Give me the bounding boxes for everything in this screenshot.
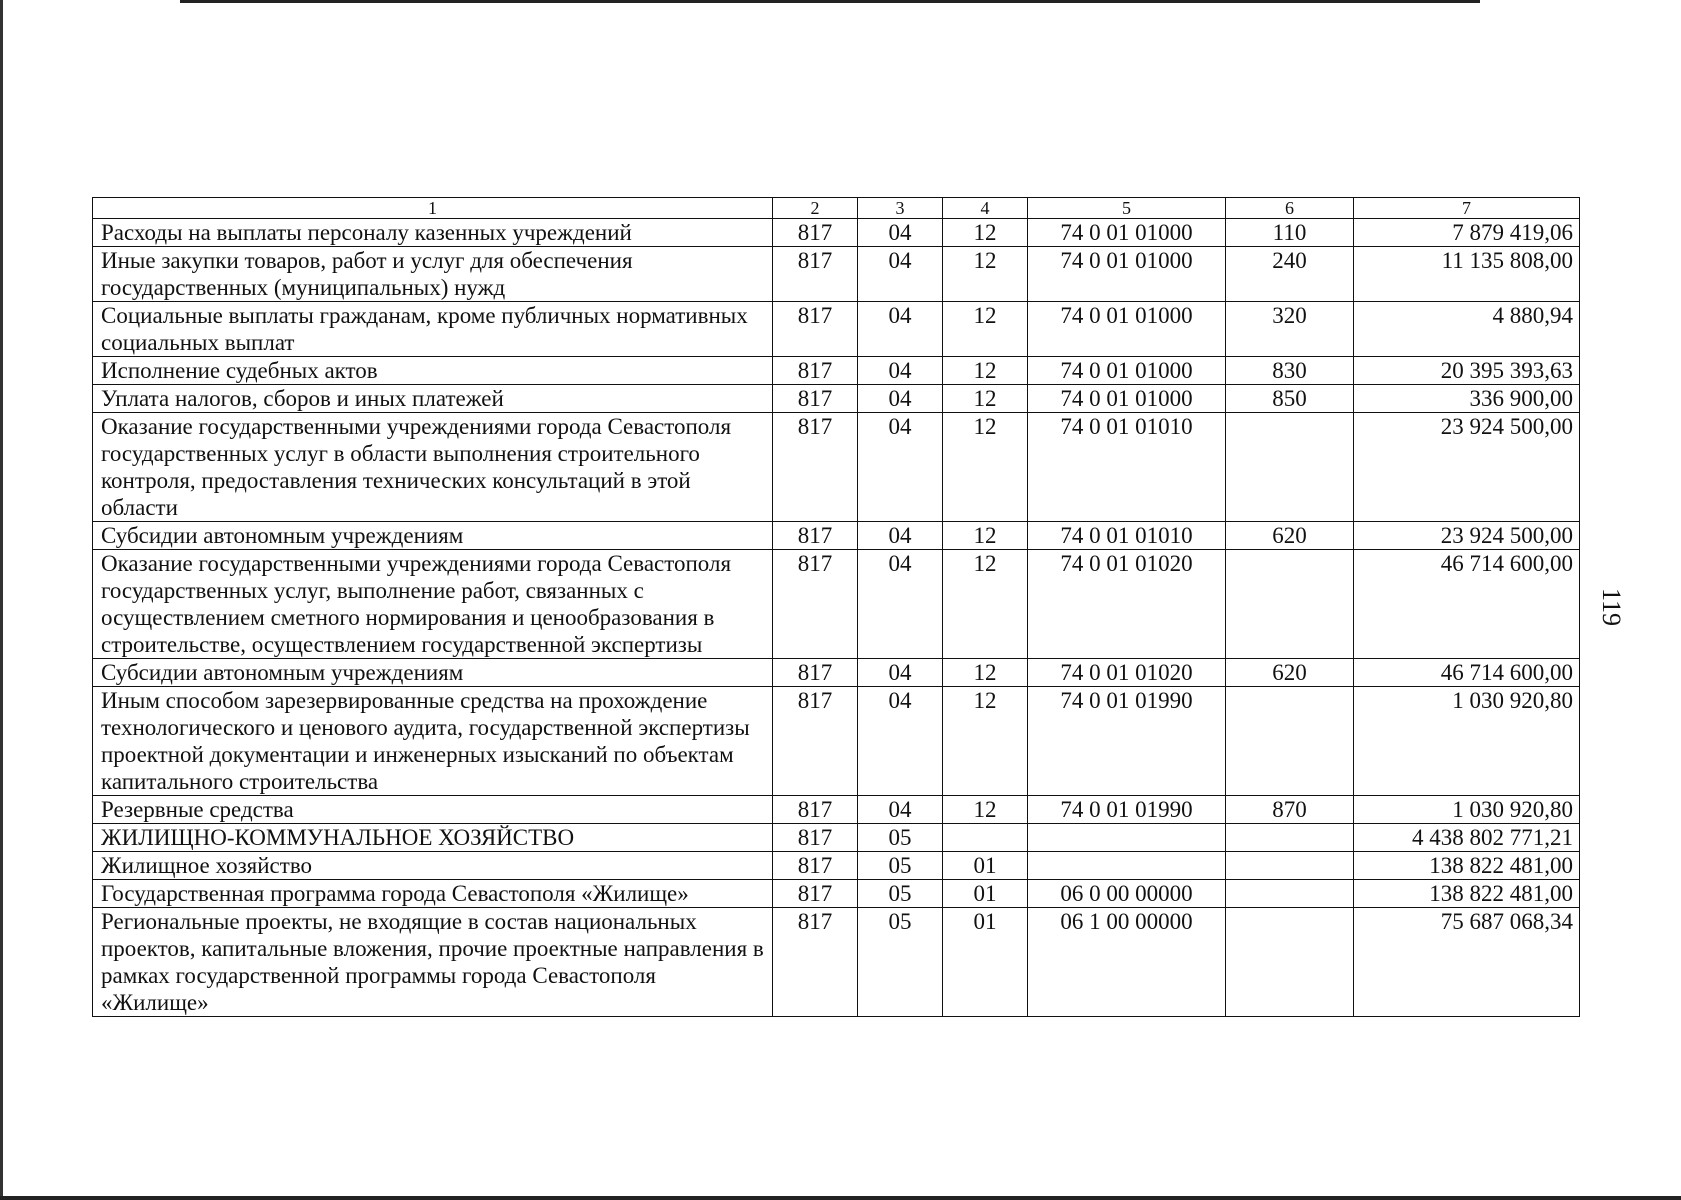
table-body — [93, 219, 1580, 1017]
row-amount-cell: 4 880,94 — [1354, 302, 1580, 357]
row-name-cell: Субсидии автономным учреждениям — [93, 659, 773, 687]
row-cell-col4 — [943, 824, 1028, 852]
row-cell-col5: 74 0 01 01990 — [1028, 796, 1226, 824]
row-cell-col5: 74 0 01 01000 — [1028, 385, 1226, 413]
row-amount-cell: 75 687 068,34 — [1354, 908, 1580, 1017]
row-cell-col6: 110 — [1226, 219, 1354, 247]
row-cell-col4: 12 — [943, 413, 1028, 522]
row-cell-col5: 74 0 01 01020 — [1028, 550, 1226, 659]
row-cell-col3: 05 — [858, 852, 943, 880]
row-cell-col5: 74 0 01 01000 — [1028, 357, 1226, 385]
row-cell-col2: 817 — [773, 852, 858, 880]
header-cell: 7 — [1354, 198, 1580, 219]
row-cell-col5: 74 0 01 01010 — [1028, 413, 1226, 522]
row-cell-col5: 74 0 01 01000 — [1028, 247, 1226, 302]
table-row — [93, 247, 1580, 302]
row-cell-col3: 05 — [858, 880, 943, 908]
table-row — [93, 522, 1580, 550]
row-cell-col2: 817 — [773, 908, 858, 1017]
row-cell-col6: 870 — [1226, 796, 1354, 824]
page-number: 119 — [1597, 587, 1626, 627]
row-cell-col3: 04 — [858, 550, 943, 659]
row-amount-cell: 7 879 419,06 — [1354, 219, 1580, 247]
table-row — [93, 219, 1580, 247]
table-row — [93, 413, 1580, 522]
row-cell-col6: 620 — [1226, 522, 1354, 550]
row-cell-col6: 240 — [1226, 247, 1354, 302]
row-cell-col3: 04 — [858, 219, 943, 247]
row-cell-col6 — [1226, 908, 1354, 1017]
table-row — [93, 385, 1580, 413]
header-cell: 2 — [773, 198, 858, 219]
row-cell-col5 — [1028, 824, 1226, 852]
row-cell-col6: 830 — [1226, 357, 1354, 385]
table-row — [93, 824, 1580, 852]
scan-edge-top — [180, 0, 1480, 3]
row-amount-cell: 1 030 920,80 — [1354, 796, 1580, 824]
table-row — [93, 880, 1580, 908]
row-cell-col3: 04 — [858, 385, 943, 413]
row-name-cell: Иные закупки товаров, работ и услуг для обеспечения государственных (муниципальных) нужд — [93, 247, 773, 302]
row-name-cell: Государственная программа города Севастополя «Жилище» — [93, 880, 773, 908]
row-cell-col2: 817 — [773, 385, 858, 413]
row-cell-col2: 817 — [773, 357, 858, 385]
row-cell-col3: 05 — [858, 824, 943, 852]
row-amount-cell: 46 714 600,00 — [1354, 550, 1580, 659]
row-cell-col3: 05 — [858, 908, 943, 1017]
row-cell-col6 — [1226, 550, 1354, 659]
row-name-cell: Жилищное хозяйство — [93, 852, 773, 880]
row-amount-cell: 336 900,00 — [1354, 385, 1580, 413]
row-cell-col5 — [1028, 852, 1226, 880]
row-cell-col4: 12 — [943, 550, 1028, 659]
row-cell-col4: 12 — [943, 659, 1028, 687]
row-amount-cell: 1 030 920,80 — [1354, 687, 1580, 796]
row-amount-cell: 46 714 600,00 — [1354, 659, 1580, 687]
header-cell: 4 — [943, 198, 1028, 219]
row-name-cell: Социальные выплаты гражданам, кроме публичных нормативных социальных выплат — [93, 302, 773, 357]
row-cell-col4: 12 — [943, 385, 1028, 413]
row-cell-col4: 12 — [943, 247, 1028, 302]
table-row — [93, 852, 1580, 880]
row-cell-col4: 12 — [943, 796, 1028, 824]
row-cell-col3: 04 — [858, 302, 943, 357]
row-amount-cell: 138 822 481,00 — [1354, 880, 1580, 908]
row-cell-col6: 850 — [1226, 385, 1354, 413]
row-name-cell: Иным способом зарезервированные средства на прохождение технологического и ценового аудита, государственной экспертизы проектной документации и инженерных изысканий по объектам капитального строительства — [93, 687, 773, 796]
row-cell-col5: 74 0 01 01010 — [1028, 522, 1226, 550]
row-name-cell: Региональные проекты, не входящие в состав национальных проектов, капитальные вложения, прочие проектные направления в рамках государственной программы города Севастополя «Жилище» — [93, 908, 773, 1017]
row-amount-cell: 4 438 802 771,21 — [1354, 824, 1580, 852]
row-amount-cell: 23 924 500,00 — [1354, 522, 1580, 550]
row-cell-col6: 620 — [1226, 659, 1354, 687]
row-amount-cell: 23 924 500,00 — [1354, 413, 1580, 522]
row-cell-col2: 817 — [773, 824, 858, 852]
table-row — [93, 659, 1580, 687]
table-row — [93, 302, 1580, 357]
row-name-cell: ЖИЛИЩНО-КОММУНАЛЬНОЕ ХОЗЯЙСТВО — [93, 824, 773, 852]
row-cell-col5: 74 0 01 01000 — [1028, 302, 1226, 357]
row-cell-col4: 01 — [943, 852, 1028, 880]
row-cell-col3: 04 — [858, 247, 943, 302]
row-cell-col3: 04 — [858, 659, 943, 687]
row-cell-col3: 04 — [858, 357, 943, 385]
row-cell-col2: 817 — [773, 659, 858, 687]
row-cell-col6: 320 — [1226, 302, 1354, 357]
row-cell-col6 — [1226, 852, 1354, 880]
row-name-cell: Оказание государственными учреждениями города Севастополя государственных услуг в области выполнения строительного контроля, предоставления технических консультаций в этой области — [93, 413, 773, 522]
row-cell-col2: 817 — [773, 687, 858, 796]
row-cell-col4: 12 — [943, 219, 1028, 247]
table-row — [93, 687, 1580, 796]
row-cell-col3: 04 — [858, 522, 943, 550]
row-name-cell: Оказание государственными учреждениями города Севастополя государственных услуг, выполнение работ, связанных с осуществлением сметного нормирования и ценообразования в строительстве, осуществлением государственной экспертизы — [93, 550, 773, 659]
header-cell: 6 — [1226, 198, 1354, 219]
row-cell-col5: 74 0 01 01020 — [1028, 659, 1226, 687]
scan-edge-left — [0, 0, 3, 1200]
scan-edge-bottom — [0, 1196, 1681, 1200]
row-cell-col4: 12 — [943, 687, 1028, 796]
row-cell-col4: 12 — [943, 357, 1028, 385]
header-cell: 3 — [858, 198, 943, 219]
row-cell-col5: 06 0 00 00000 — [1028, 880, 1226, 908]
row-cell-col6 — [1226, 824, 1354, 852]
row-cell-col4: 12 — [943, 302, 1028, 357]
header-row — [93, 198, 1580, 219]
row-cell-col2: 817 — [773, 796, 858, 824]
row-cell-col2: 817 — [773, 302, 858, 357]
row-cell-col6 — [1226, 413, 1354, 522]
header-cell: 5 — [1028, 198, 1226, 219]
row-cell-col3: 04 — [858, 796, 943, 824]
row-cell-col2: 817 — [773, 247, 858, 302]
row-cell-col2: 817 — [773, 219, 858, 247]
table-row — [93, 796, 1580, 824]
row-cell-col6 — [1226, 880, 1354, 908]
row-cell-col4: 01 — [943, 880, 1028, 908]
row-cell-col2: 817 — [773, 522, 858, 550]
row-cell-col5: 74 0 01 01990 — [1028, 687, 1226, 796]
row-cell-col3: 04 — [858, 413, 943, 522]
budget-table-container — [92, 197, 1579, 1017]
row-name-cell: Резервные средства — [93, 796, 773, 824]
row-amount-cell: 20 395 393,63 — [1354, 357, 1580, 385]
row-cell-col3: 04 — [858, 687, 943, 796]
row-name-cell: Субсидии автономным учреждениям — [93, 522, 773, 550]
row-cell-col2: 817 — [773, 550, 858, 659]
row-amount-cell: 138 822 481,00 — [1354, 852, 1580, 880]
table-row — [93, 357, 1580, 385]
row-cell-col2: 817 — [773, 880, 858, 908]
row-cell-col5: 74 0 01 01000 — [1028, 219, 1226, 247]
budget-table — [92, 197, 1580, 1017]
table-row — [93, 908, 1580, 1017]
row-amount-cell: 11 135 808,00 — [1354, 247, 1580, 302]
row-cell-col6 — [1226, 687, 1354, 796]
row-cell-col4: 01 — [943, 908, 1028, 1017]
header-cell: 1 — [93, 198, 773, 219]
row-name-cell: Расходы на выплаты персоналу казенных учреждений — [93, 219, 773, 247]
row-cell-col2: 817 — [773, 413, 858, 522]
row-cell-col4: 12 — [943, 522, 1028, 550]
row-cell-col5: 06 1 00 00000 — [1028, 908, 1226, 1017]
row-name-cell: Исполнение судебных актов — [93, 357, 773, 385]
table-row — [93, 550, 1580, 659]
row-name-cell: Уплата налогов, сборов и иных платежей — [93, 385, 773, 413]
